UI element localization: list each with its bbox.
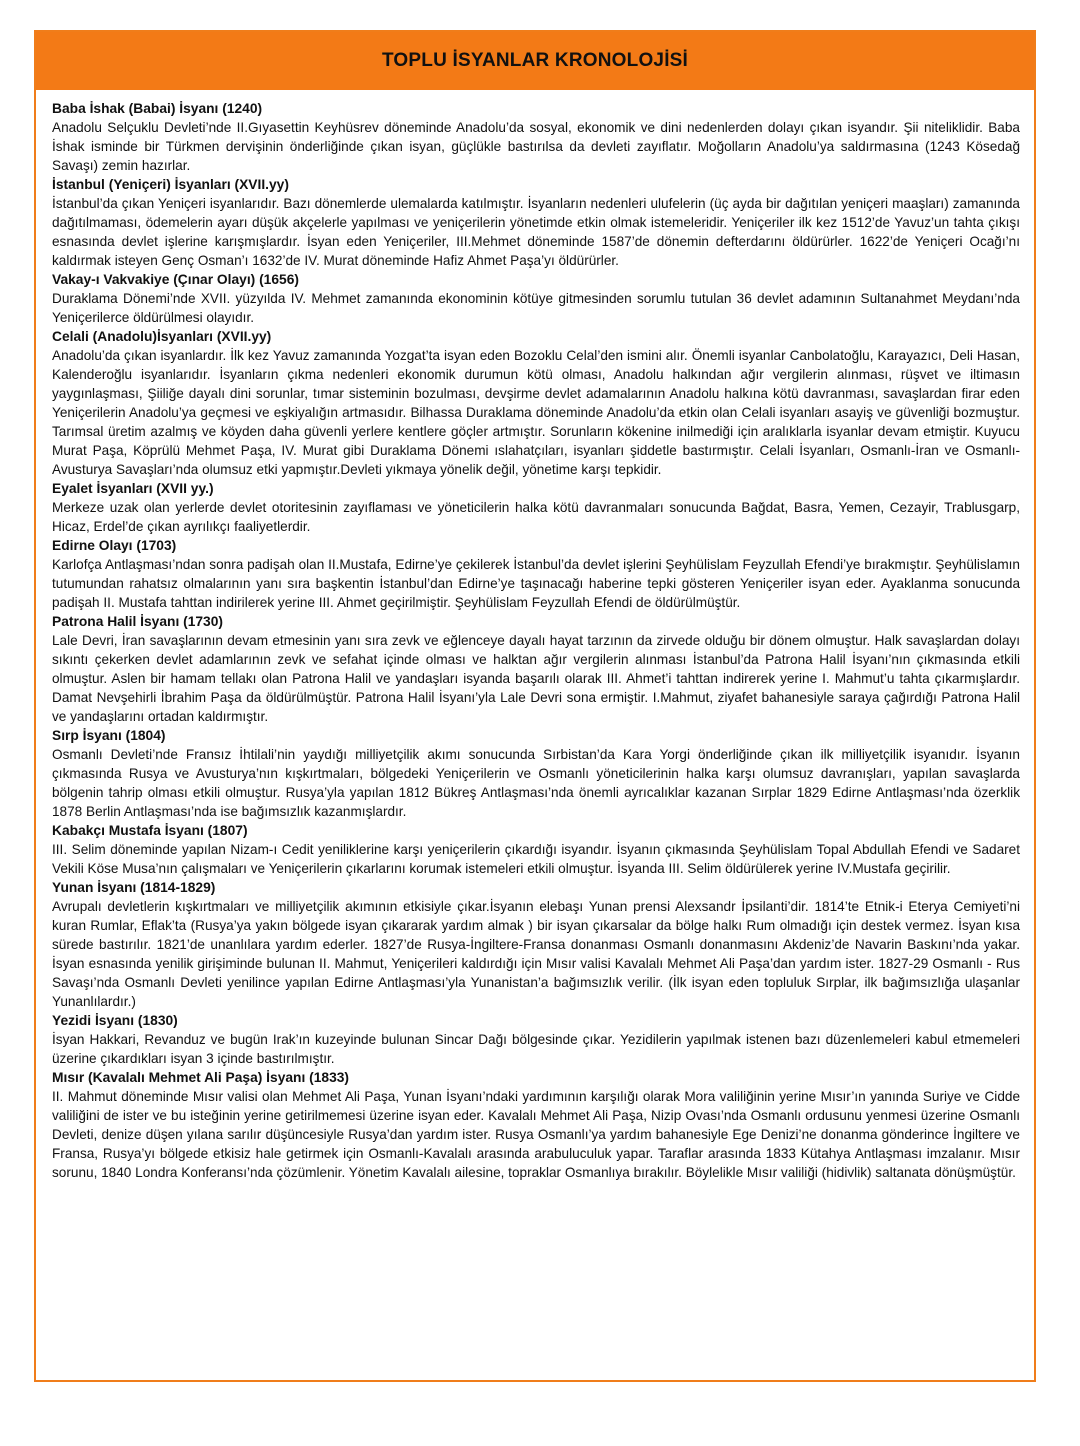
section-baba-ishak <box>52 99 1020 175</box>
section-kabakci-mustafa <box>52 821 1020 878</box>
section-body: Avrupalı devletlerin kışkırtmaları ve milliyetçilik akımının etkisiyle çıkar.İsyanın elebaşı Yunan prensi Alexsandr İpsilanti’dir. 1814’te Etnik-i Eterya Cemiyeti’ni kuran Rumlar, Eflak’ta (Rusya’ya yakın bölgede isyan çıkararak yardım almak ) bir isyan çıkarsalar da bölge halkı Rum olmadığı için destek vermez. İsyan kısa sürede bastırılır. 1821’de unanlılara yardım ederler. 1827’de Rusya-İngiltere-Fransa donanması Osmanlı donanmasını Akdeniz’de Navarin Baskını’nda yakar. İsyan esnasında yenilik girişiminde bulunan II. Mahmut, Yeniçerileri kaldırdığı için Mısır valisi Kavalalı Mehmet Ali Paşa’dan yardım ister. 1827-29 Osmanlı - Rus Savaşı’nda Osmanlı Devleti yenilince yapılan Edirne Antlaşması’yla Yunanistan’a bağımsızlık verilir. (İlk isyan eden topluluk Sırplar, ilk bağımsızlığa ulaşanlar Yunanlılardır.) <box>52 899 1020 1009</box>
section-eyalet <box>52 479 1020 536</box>
title-banner <box>36 32 1034 90</box>
section-heading: Yezidi İsyanı (1830) <box>52 1013 178 1028</box>
section-body: III. Selim döneminde yapılan Nizam-ı Cedit yeniliklerine karşı yeniçerilerin çıkardığı isyandır. İsyanın çıkmasında Şeyhülislam Topal Abdullah Efendi ve Sadaret Vekili Köse Musa’nın çalışmaları ve Yeniçerilerin çıkarlarını korumak istemeleri etkili olmuştur. İsyanda III. Selim öldürülerek yerine IV.Mustafa geçirilir. <box>52 842 1020 876</box>
section-body: Duraklama Dönemi’nde XVII. yüzyılda IV. Mehmet zamanında ekonominin kötüye gitmesinden sorumlu tutulan 36 devlet adamının Sultanahmet Meydanı’nda Yeniçerilerce öldürülmesi olayıdır. <box>52 291 1020 325</box>
section-heading: Vakay-ı Vakvakiye (Çınar Olayı) (1656) <box>52 272 299 287</box>
section-misir <box>52 1068 1020 1182</box>
section-body: II. Mahmut döneminde Mısır valisi olan Mehmet Ali Paşa, Yunan İsyanı’ndaki yardımının karşılığı olarak Mora valiliğinin yerine Mısır’ın yanında Suriye ve Cidde valiliğini de ister ve bu isteğinin yerine getirilmemesi üzerine isyan eder. Kavalalı Mehmet Ali Paşa, Nizip Ovası’nda Osmanlı ordusunu yenmesi üzerine Osmanlı Devleti, denize düşen yılana sarılır düşüncesiyle Rusya’dan yardım ister. Rusya Osmanlı’ya yardım bahanesiyle Ege Denizi’ne donanma gönderince İngiltere ve Fransa, Rusya’yı bölgede etkisiz hale getirmek için Osmanlı-Kavalalı arasında arabuluculuk yapar. Taraflar arasında 1833 Kütahya Antlaşması imzalanır. Mısır sorunu, 1840 Londra Konferansı’nda çözümlenir. Yönetim Kavalalı ailesine, topraklar Osmanlıya bırakılır. Böylelikle Mısır valiliği (hidivlik) saltanata dönüşmüştür. <box>52 1089 1020 1180</box>
section-body: Karlofça Antlaşması’ndan sonra padişah olan II.Mustafa, Edirne’ye çekilerek İstanbul’da devlet işlerini Şeyhülislam Feyzullah Efendi’ye bırakmıştır. Şeyhülislamın tutumundan rahatsız olmalarının yanı sıra başkentin İstanbul’dan Edirne’ye taşınacağı haberine tepki gösteren Yeniçeriler isyan eder. Ayaklanma sonucunda padişah II. Mustafa tahttan indirilerek yerine III. Ahmet geçirilmiştir. Şeyhülislam Feyzullah Efendi de öldürülmüştür. <box>52 557 1020 610</box>
section-body: Osmanlı Devleti’nde Fransız İhtilali’nin yaydığı milliyetçilik akımı sonucunda Sırbistan’da Kara Yorgi önderliğinde çıkan ilk milliyetçilik isyanıdır. İsyanın çıkmasında Rusya ve Avusturya’nın kışkırtmaları, bölgedeki Yeniçerilerin ve Osmanlı yöneticilerinin halka karşı olumsuz davranışları, yapılan savaşlarda bölgenin tahrip olması etkili olmuştur. Rusya’yla yapılan 1812 Bükreş Antlaşması’nda önemli ayrıcalıklar kazanan Sırplar 1829 Edirne Antlaşması’nda özerklik 1878 Berlin Antlaşması’nda ise bağımsızlık kazanmışlardır. <box>52 747 1020 819</box>
section-heading: Patrona Halil İsyanı (1730) <box>52 614 223 629</box>
section-heading: Baba İshak (Babai) İsyanı (1240) <box>52 101 263 116</box>
section-yezidi <box>52 1011 1020 1068</box>
section-heading: İstanbul (Yeniçeri) İsyanları (XVII.yy) <box>52 177 289 192</box>
section-body: Merkeze uzak olan yerlerde devlet otoritesinin zayıflaması ve yöneticilerin halka kötü davranmaları sonucunda Bağdat, Basra, Yemen, Cezayir, Trablusgarp, Hicaz, Erdel’de çıkan ayrılıkçı faaliyetlerdir. <box>52 500 1020 534</box>
section-body: Lale Devri, İran savaşlarının devam etmesinin yanı sıra zevk ve eğlenceye dayalı hayat tarzının da zirvede olduğu bir dönem olmuştur. Halk savaşlardan dolayı sıkıntı çekerken devlet adamlarının zevk ve sefahat içinde olması ve halktan ağır vergilerin alınması İstanbul’da Patrona Halil İsyanı’nın çıkmasında etkili olmuştur. Aslen bir hamam tellakı olan Patrona Halil ve yandaşları isyanda başarılı olarak III. Ahmet’i tahttan indirerek yerine I. Mahmut’u tahta çıkarmışlardır. Damat Nevşehirli İbrahim Paşa da öldürülmüştür. Patrona Halil İsyanı’yla Lale Devri sona ermiştir. I.Mahmut, ziyafet bahanesiyle saraya çağırdığı Patrona Halil ve yandaşlarını ortadan kaldırmıştır. <box>52 633 1020 724</box>
section-heading: Mısır (Kavalalı Mehmet Ali Paşa) İsyanı (1833) <box>52 1070 350 1085</box>
section-heading: Eyalet İsyanları (XVII yy.) <box>52 481 214 496</box>
document-frame <box>34 30 1036 1382</box>
section-sirp <box>52 726 1020 821</box>
page-title: TOPLU İSYANLAR KRONOLOJİSİ <box>381 50 689 71</box>
chronology-content <box>36 90 1034 1182</box>
section-heading: Kabakçı Mustafa İsyanı (1807) <box>52 823 248 838</box>
section-heading: Yunan İsyanı (1814-1829) <box>52 880 216 895</box>
section-body: Anadolu’da çıkan isyanlardır. İlk kez Yavuz zamanında Yozgat’ta isyan eden Bozoklu Celal’den ismini alır. Önemli isyanlar Canbolatoğlu, Karayazıcı, Deli Hasan, Kalenderoğlu isyanlarıdır. İsyanların çıkma nedenleri ekonomik durumun kötü olması, Anadolu halkından ağır vergilerin alınması, rüşvet ve iltimasın yaygınlaşması, Şiiliğe dayalı dini sorunlar, tımar sisteminin bozulması, devşirme devlet adamalarının Anadolu halkına kötü davranması, savaşlardan firar eden Yeniçerilerin Anadolu’ya geçmesi ve eşkiyalığın artmasıdır. Bilhassa Duraklama döneminde Anadolu’da etkin olan Celali isyanları asayiş ve güvenliği bozmuştur. Tarımsal üretim azalmış ve köyden daha güvenli yerlere kentlere göçler artmıştır. Sorunların kökenine inilmediği için aralıklarla isyanlar devam etmiştir. Kuyucu Murat Paşa, Köprülü Mehmet Paşa, IV. Murat gibi Duraklama Dönemi ıslahatçıları, isyanları şiddetle bastırmıştır. Celali İsyanları, Osmanlı-İran ve Osmanlı-Avusturya Savaşları’nda olumsuz etki yapmıştır.Devleti yıkmaya yönelik değil, yönetime karşı tepkidir. <box>52 348 1020 477</box>
section-body: İstanbul’da çıkan Yeniçeri isyanlarıdır. Bazı dönemlerde ulemalarda katılmıştır. İsyanların nedenleri ulufelerin (üç ayda bir dağıtılan yeniçeri maaşları) zamanında dağıtılmaması, ödemelerin ayarı düşük akçelerle yapılması ve yeniçerilerin yönetimde etkin olmak istemeleridir. Yeniçeriler ilk kez 1512’de Yavuz’un tahta çıkışı esnasında devlet işlerine karışmışlardır. İsyan eden Yeniçeriler, III.Mehmet döneminde 1587’de dönemin defterdarını öldürürler. 1622’de Yeniçeri Ocağı’nı kaldırmak isteyen Genç Osman’ı 1632’de IV. Murat döneminde Hafiz Ahmet Paşa’yı öldürürler. <box>52 196 1020 268</box>
section-heading: Sırp İsyanı (1804) <box>52 728 166 743</box>
section-istanbul-yeniceri <box>52 175 1020 270</box>
section-heading: Celali (Anadolu)İsyanları (XVII.yy) <box>52 329 272 344</box>
section-celali <box>52 327 1020 479</box>
section-patrona-halil <box>52 612 1020 726</box>
section-vakay-i-vakvakiye <box>52 270 1020 327</box>
section-body: İsyan Hakkari, Revanduz ve bugün Irak’ın kuzeyinde bulunan Sincar Dağı bölgesinde çıkar. Yezidilerin yapılmak istenen bazı düzenlemeleri kabul etmemeleri üzerine çıkardıkları isyan 3 içinde bastırılmıştır. <box>52 1032 1020 1066</box>
section-yunan <box>52 878 1020 1011</box>
section-body: Anadolu Selçuklu Devleti’nde II.Gıyasettin Keyhüsrev döneminde Anadolu’da sosyal, ekonomik ve dini nedenlerden dolayı çıkan isyandır. Şii niteliklidir. Baba İshak isminde bir Türkmen dervişinin önderliğinde çıkan isyan, güçlükle bastırılsa da devleti zayıflatır. Moğolların Anadolu’ya saldırmasına (1243 Kösedağ Savaşı) zemin hazırlar. <box>52 120 1020 173</box>
section-edirne-olayi <box>52 536 1020 612</box>
section-heading: Edirne Olayı (1703) <box>52 538 177 553</box>
